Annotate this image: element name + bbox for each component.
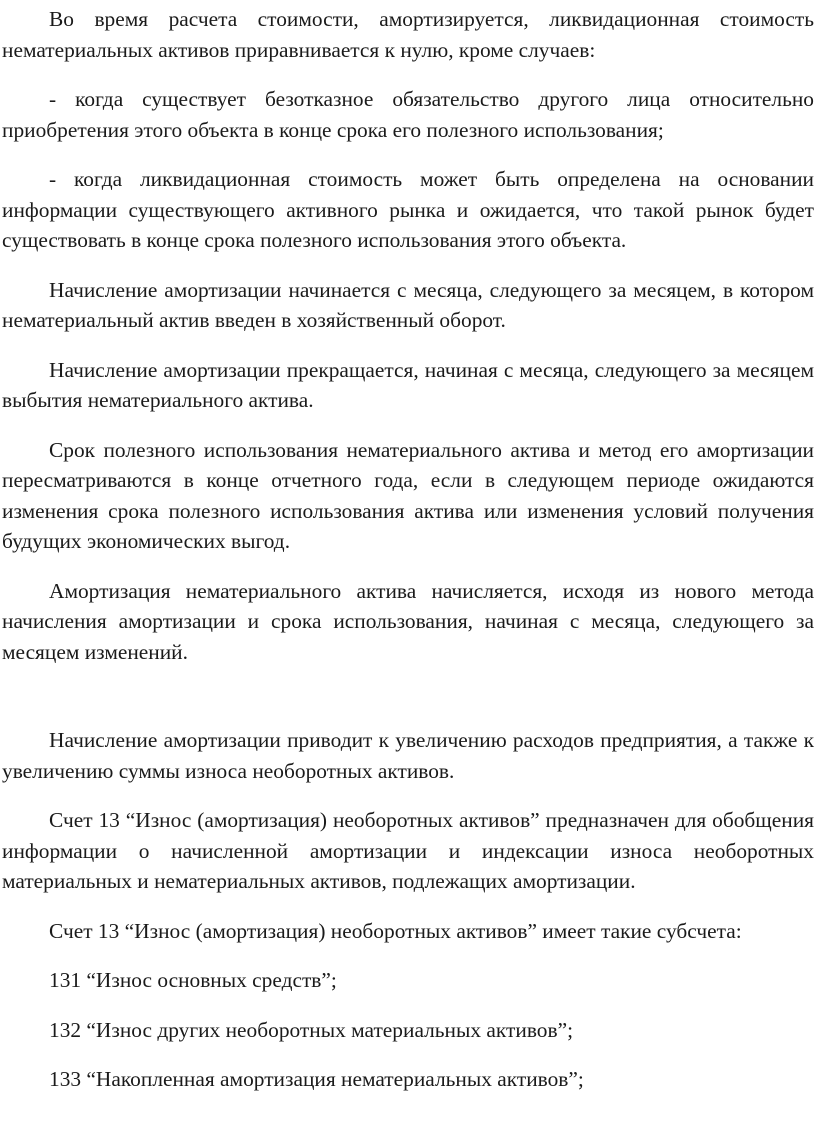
paragraph-account-13-subaccounts: Счет 13 “Износ (амортизация) необоротных активов” имеет такие субсчета: [49,918,742,943]
paragraph-exception-obligation: - когда существует безотказное обязательство другого лица относительно приобретения этого объекта в конце срока его полезного использования; [2,87,814,142]
paragraph-amortization-start: Начисление амортизации начинается с месяца, следующего за месяцем, в котором нематериальный актив введен в хозяйственный оборот. [2,277,814,332]
paragraph-new-method: Амортизация нематериального актива начисляется, исходя из нового метода начисления амортизации и срока использования, начиная с месяца, следующего за месяцем изменений. [2,578,814,664]
paragraph-expenses-increase: Начисление амортизации приводит к увеличению расходов предприятия, а также к увеличению суммы износа необоротных активов. [2,728,814,783]
paragraph-useful-life-review: Срок полезного использования нематериального актива и метод его амортизации пересматриваются в конце отчетного года, если в следующем периоде ожидаются изменения срока полезного использования актива или изменения условий получения будущих экономических выгод. [2,437,814,553]
list-item-subaccount-131: 131 “Износ основных средств”; [49,968,337,992]
paragraph-liquidation-value: Во время расчета стоимости, амортизируется, ликвидационная стоимость нематериальных активов приравнивается к нулю, кроме случаев: [2,7,814,62]
list-item-subaccount-133: 133 “Накопленная амортизация нематериальных активов”; [49,1067,584,1091]
paragraph-exception-market: - когда ликвидационная стоимость может быть определена на основании информации существующего активного рынка и ожидается, что такой рынок будет существовать в конце срока полезного использования этого объекта. [2,167,814,252]
paragraph-amortization-stop: Начисление амортизации прекращается, начиная с месяца, следующего за месяцем выбытия нематериального актива. [2,357,814,412]
list-item-subaccount-132: 132 “Износ других необоротных материальных активов”; [49,1017,574,1042]
paragraph-account-13-purpose: Счет 13 “Износ (амортизация) необоротных активов” предназначен для обобщения информации о начисленной амортизации и индексации износа необоротных материальных и нематериальных активов, подлежащих амортизации. [2,808,814,893]
